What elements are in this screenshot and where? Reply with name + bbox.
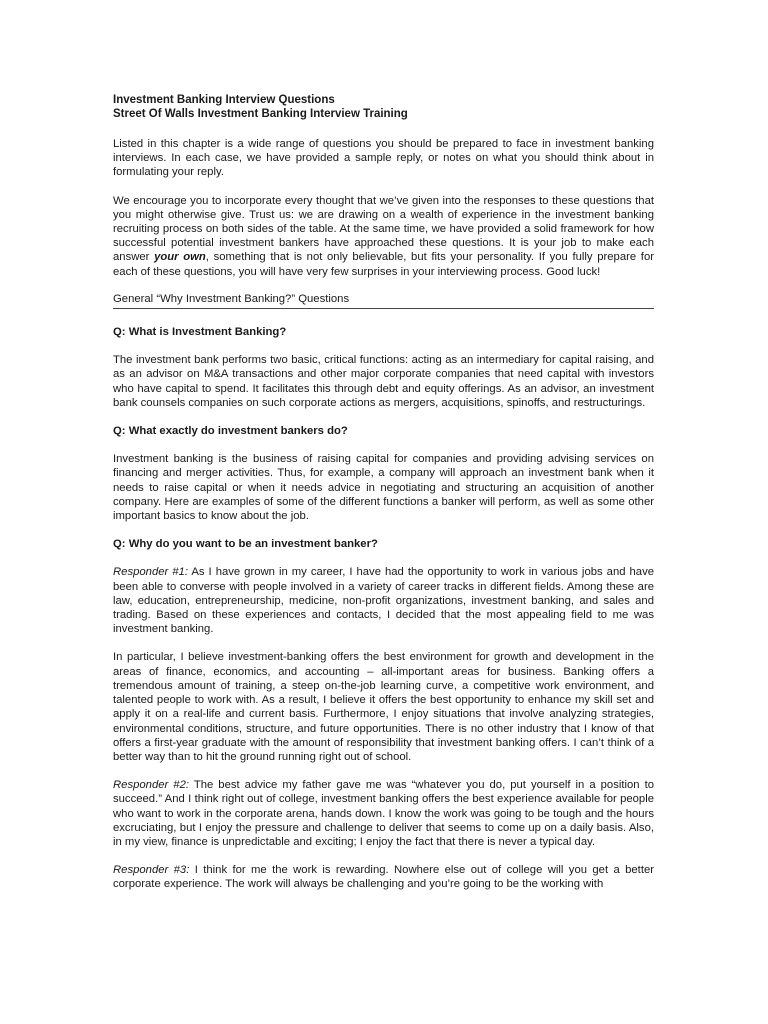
question-heading-2: Q: What exactly do investment bankers do?	[113, 425, 348, 438]
intro-emphasis: your own	[154, 251, 206, 264]
responder-1-paragraph	[113, 565, 654, 636]
responder-3-paragraph	[113, 863, 654, 891]
responder-2-text: The best advice my father gave me was “whatever you do, put yourself in a position to succeed.” And I think right out of college, investment banking offers the best experience available for people who want to work in the corporate arena, hands down. I know the work was going to be tough and the hours excruciating, but I enjoy the pressure and challenge to deliver that seems to come up on a daily basis. Also, in my view, finance is unpredictable and exciting; I enjoy the fact that there is never a typical day.	[113, 779, 654, 848]
responder-3-text: I think for me the work is rewarding. Nowhere else out of college will you get a better corporate experience. The work will always be challenging and you’re going to be the working with	[113, 864, 654, 891]
responder-1-paragraph-2: In particular, I believe investment-banking offers the best environment for growth and development in the areas of finance, economics, and accounting – all-important areas for business. Banking offers a tremendous amount of training, a steep on-the-job learning curve, a competitive work environment, and talented people to work with. As a result, I believe it offers the best opportunity to enhance my skill set and apply it on a real-life and current basis. Furthermore, I enjoy situations that involve analyzing strategies, environmental conditions, structure, and future opportunities. There is no other industry that I know of that offers a first-year graduate with the amount of responsibility that investment banking offers. I can’t think of a better way than to hit the ground running right out of school.	[113, 651, 654, 763]
document-subtitle: Street Of Walls Investment Banking Interview Training	[113, 108, 408, 120]
question-heading-1: Q: What is Investment Banking?	[113, 326, 287, 339]
intro-paragraph-2-end: , something that is not only believable, but fits your personality. If you fully prepare for each of these questions, you will have very few surprises in your interviewing process. Good luck!	[113, 251, 654, 278]
intro-paragraph-1: Listed in this chapter is a wide range of questions you should be prepared to face in investment banking interviews. In each case, we have provided a sample reply, or notes on what you should think about in formulating your reply.	[113, 138, 654, 179]
intro-paragraph-2-start: We encourage you to incorporate every thought that we’ve given into the responses to these questions that you might otherwise give. Trust us: we are drawing on a wealth of experience in the investment banking recruiting process on both sides of the table. At the same time, we have provided a solid framework for how successful potential investment bankers have approached these questions. It is your job to make each answer	[113, 194, 654, 264]
intro-paragraph-2	[113, 194, 654, 279]
question-heading-3: Q: Why do you want to be an investment banker?	[113, 538, 378, 551]
section-heading: General “Why Investment Banking?” Questions	[113, 292, 654, 309]
responder-3-label: Responder #3:	[113, 864, 190, 877]
responder-1-text: As I have grown in my career, I have had the opportunity to work in various jobs and have been able to converse with people involved in a variety of career tracks in different fields. Among these are law, education, entrepreneurship, medicine, non-profit organizations, investment banking, and sales and trading. Based on these experiences and contacts, I decided that the most appealing field to me was investment banking.	[113, 566, 655, 636]
responder-2-paragraph	[113, 778, 654, 849]
responder-1-label: Responder #1:	[113, 566, 188, 579]
document-title: Investment Banking Interview Questions	[113, 94, 335, 106]
answer-2: Investment banking is the business of raising capital for companies and providing advising services on financing and merger activities. Thus, for example, a company will approach an investment bank when it needs to raise capital or when it needs advice in negotiating and structuring an acquisition of another company. Here are examples of some of the different functions a banker will perform, as well as some other important basics to know about the job.	[113, 453, 654, 523]
document-content	[113, 93, 654, 892]
answer-1: The investment bank performs two basic, critical functions: acting as an intermediary for capital raising, and as an advisor on M&A transactions and other major corporate companies that need capital with investors who have capital to spend. It facilitates this through debt and equity offerings. As an advisor, an investment bank counsels companies on such corporate actions as mergers, acquisitions, spinoffs, and restructurings.	[113, 354, 654, 409]
responder-2-label: Responder #2:	[113, 779, 189, 792]
